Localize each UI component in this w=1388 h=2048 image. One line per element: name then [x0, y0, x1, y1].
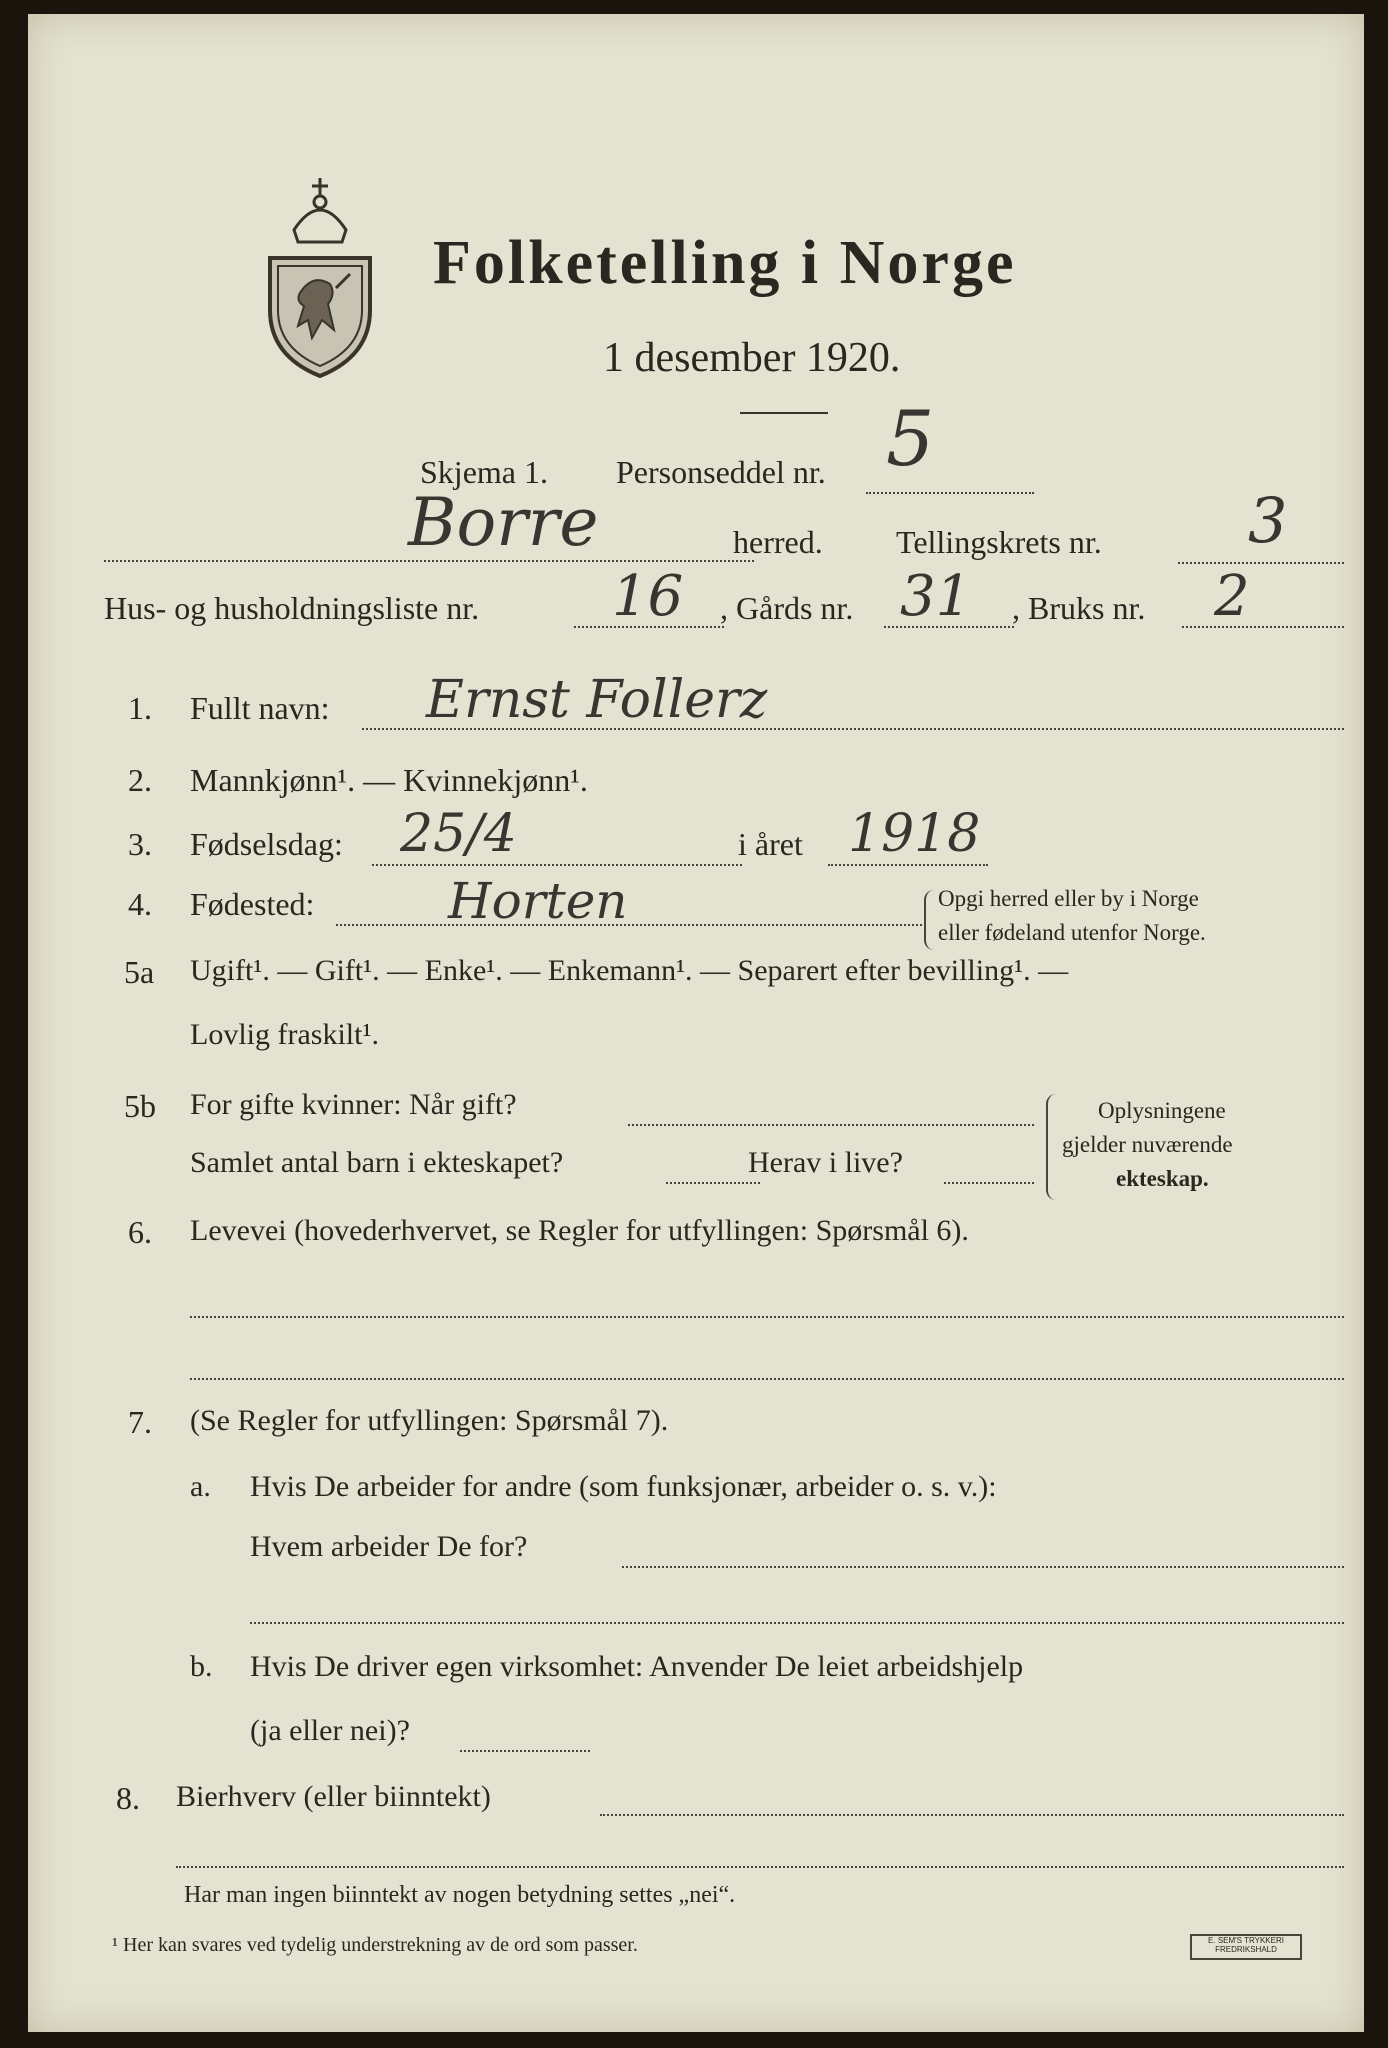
footnote: ¹ Her kan svares ved tydelig understrekning av de ord som passer.	[112, 1934, 638, 1956]
q5b-line1: For gifte kvinner: Når gift?	[190, 1088, 517, 1121]
tellingskrets-label: Tellingskrets nr.	[896, 524, 1102, 560]
q5b-line2b: Herav i live?	[748, 1146, 903, 1179]
q1-number: 1.	[128, 690, 152, 726]
q4-number: 4.	[128, 886, 152, 922]
q3-year-line	[828, 864, 988, 866]
q5b-barn-line	[666, 1182, 760, 1184]
census-date: 1 desember 1920.	[603, 335, 901, 381]
personseddel-line	[866, 492, 1034, 494]
q3-value: 25/4	[400, 804, 517, 864]
q5b-live-line	[944, 1182, 1034, 1184]
q1-value: Ernst Follerz	[426, 670, 768, 730]
q8-number: 8.	[116, 1780, 140, 1816]
q3-label: Fødselsdag:	[190, 826, 343, 862]
q6-line-2	[190, 1378, 1344, 1380]
q2-number: 2.	[128, 762, 152, 798]
q7b-letter: b.	[190, 1650, 213, 1683]
norwegian-coat-of-arms-icon	[264, 170, 376, 382]
q8-label: Bierhverv (eller biinntekt)	[176, 1780, 491, 1813]
q7-label: (Se Regler for utfyllingen: Spørsmål 7).	[190, 1404, 669, 1437]
q4-label: Fødested:	[190, 886, 315, 922]
q4-value: Horten	[448, 872, 628, 930]
gards-label: , Gårds nr.	[720, 590, 854, 626]
schema-label: Skjema 1.	[420, 454, 548, 490]
title-divider	[740, 412, 828, 414]
q7a-letter: a.	[190, 1470, 211, 1503]
q8-note: Har man ingen biinntekt av nogen betydning settes „nei“.	[184, 1882, 736, 1908]
printer-stamp	[1190, 1934, 1302, 1960]
gards-value: 31	[900, 564, 972, 629]
printer-stamp-line2: FREDRIKSHALD	[1215, 1945, 1277, 1954]
printer-stamp-line1: E. SEM'S TRYKKERI	[1208, 1936, 1284, 1945]
q7b-line	[460, 1750, 590, 1752]
q6-number: 6.	[128, 1214, 152, 1250]
q6-label: Levevei (hovederhvervet, se Regler for utfyllingen: Spørsmål 6).	[190, 1214, 969, 1247]
q2-label: Mannkjønn¹. — Kvinnekjønn¹.	[190, 762, 588, 798]
q1-label: Fullt navn:	[190, 690, 330, 726]
husholdningsliste-value: 16	[612, 564, 684, 629]
q5b-gift-line	[628, 1124, 1034, 1126]
bruks-line	[1182, 626, 1344, 628]
personseddel-label: Personseddel nr.	[616, 454, 826, 490]
bruks-value: 2	[1214, 564, 1250, 629]
bruks-label: , Bruks nr.	[1012, 590, 1146, 626]
q8-line-2	[176, 1866, 1344, 1868]
q5a-line2: Lovlig fraskilt¹.	[190, 1018, 379, 1051]
q5b-note3: ekteskap.	[1116, 1166, 1209, 1191]
q3-year-label: i året	[738, 826, 803, 862]
q7b-line1: Hvis De driver egen virksomhet: Anvender De leiet arbeidshjelp	[250, 1650, 1024, 1683]
census-form	[28, 14, 1364, 2032]
tellingskrets-value: 3	[1248, 484, 1288, 557]
q7b-line2: (ja eller nei)?	[250, 1714, 410, 1747]
q6-line-1	[190, 1316, 1344, 1318]
q7a-line2: Hvem arbeider De for?	[250, 1530, 528, 1563]
form-title: Folketelling i Norge	[433, 229, 1017, 297]
q4-note-line2: eller fødeland utenfor Norge.	[938, 920, 1206, 945]
q5b-line2a: Samlet antal barn i ekteskapet?	[190, 1146, 564, 1179]
tellingskrets-line	[1178, 562, 1344, 564]
q5b-note1: Oplysningene	[1098, 1098, 1226, 1123]
q5a-number: 5a	[124, 954, 155, 990]
q5b-note-brace	[1046, 1094, 1058, 1200]
q5b-number: 5b	[124, 1088, 156, 1124]
husholdningsliste-label: Hus- og husholdningsliste nr.	[104, 590, 480, 626]
q5b-note2: gjelder nuværende	[1062, 1132, 1233, 1157]
q7a-line1: Hvis De arbeider for andre (som funksjonær, arbeider o. s. v.):	[250, 1470, 997, 1503]
q7a-line-2	[250, 1622, 1344, 1624]
q4-note-brace	[924, 890, 934, 950]
q8-line-1	[600, 1814, 1344, 1816]
q4-note-line1: Opgi herred eller by i Norge	[938, 886, 1199, 911]
q3-number: 3.	[128, 826, 152, 862]
herred-value: Borre	[408, 484, 599, 561]
q3-year-value: 1918	[848, 804, 981, 864]
q5a-line1: Ugift¹. — Gift¹. — Enke¹. — Enkemann¹. — Separert efter bevilling¹. —	[190, 954, 1069, 987]
q7-number: 7.	[128, 1404, 152, 1440]
q7a-line-1	[622, 1566, 1344, 1568]
q3-line	[372, 864, 742, 866]
herred-label: herred.	[733, 524, 823, 560]
personseddel-value: 5	[886, 394, 935, 483]
q4-line	[336, 924, 926, 926]
